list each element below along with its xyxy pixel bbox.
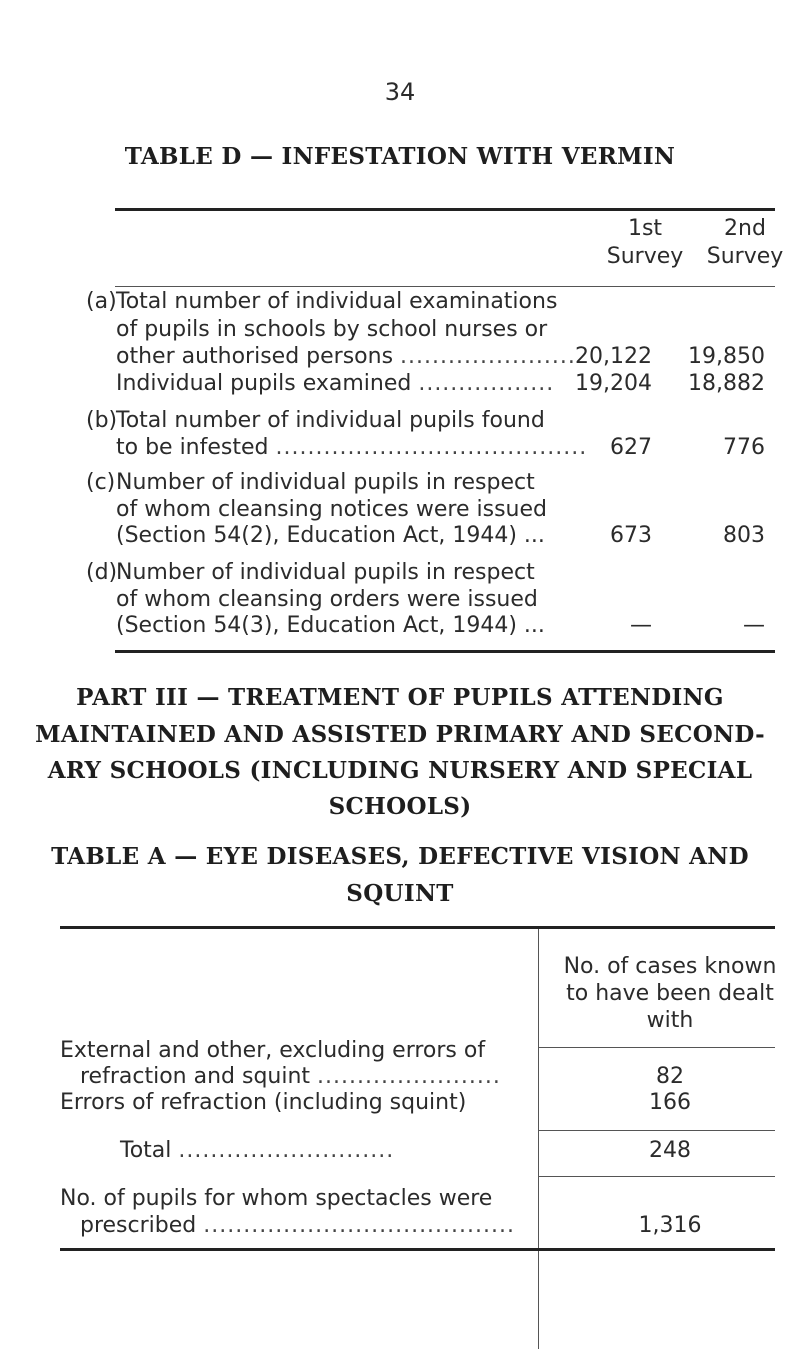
table-a-col-header-line1: No. of cases known [563, 954, 777, 979]
row-c-line3: (Section 54(2), Education Act, 1944) ... [116, 523, 545, 548]
table-d-col2-header: 2nd [724, 216, 766, 241]
row-a-value-1st: 20,122 [575, 344, 652, 369]
row-a-marker: (a) [86, 289, 117, 314]
eye-total-label: Total ........................... [120, 1138, 395, 1163]
table-d-col1-header: 1st [627, 216, 663, 241]
row-a-line1: Total number of individual examinations [116, 289, 558, 314]
row-a2-value-2nd: 18,882 [688, 371, 765, 396]
row-d-line1: Number of individual pupils in respect [116, 560, 535, 585]
row-d-marker: (d) [86, 560, 118, 585]
spectacles-label-line2: prescribed ....................................... [80, 1213, 515, 1238]
table-a-column-divider [538, 929, 539, 1349]
row-a-line3: other authorised persons ...................... [116, 344, 576, 369]
row-b-line2: to be infested ....................................... [116, 435, 588, 460]
table-d-header-rule [115, 286, 775, 287]
row-a2-line1: Individual pupils examined ................. [116, 371, 555, 396]
table-d-col2-header-sub: Survey [706, 244, 784, 269]
table-a-header-rule [539, 1047, 775, 1048]
part3-heading-line4: SCHOOLS) [328, 793, 472, 820]
table-d-title: TABLE D — INFESTATION WITH VERMIN [124, 143, 676, 170]
eye-row-refraction-label: Errors of refraction (including squint) [60, 1090, 467, 1115]
table-a-col-header-line2: to have been dealt [566, 981, 774, 1006]
row-b-value-2nd: 776 [723, 435, 765, 460]
eye-total-value: 248 [649, 1138, 691, 1163]
row-a-value-2nd: 19,850 [688, 344, 765, 369]
spectacles-label-line1: No. of pupils for whom spectacles were [60, 1186, 493, 1211]
row-d-value-1st: — [630, 613, 652, 638]
table-d-top-rule [115, 208, 775, 211]
eye-row-external-line2: refraction and squint ....................... [80, 1064, 501, 1089]
row-d-line2: of whom cleansing orders were issued [116, 587, 538, 612]
part3-heading-line1: PART III — TREATMENT OF PUPILS ATTENDING [76, 684, 724, 711]
table-a-total-rule-bottom [539, 1176, 775, 1177]
eye-row-external-value: 82 [656, 1064, 684, 1089]
table-a-col-header-line3: with [646, 1008, 694, 1033]
row-b-marker: (b) [86, 408, 118, 433]
row-b-value-1st: 627 [610, 435, 652, 460]
eye-row-external-line1: External and other, excluding errors of [60, 1038, 486, 1063]
part3-heading-line2: MAINTAINED AND ASSISTED PRIMARY AND SECOND- [35, 721, 765, 748]
row-d-line3: (Section 54(3), Education Act, 1944) ... [116, 613, 545, 638]
table-a-total-rule-top [539, 1130, 775, 1131]
row-c-value-1st: 673 [610, 523, 652, 548]
page-number: 34 [384, 78, 416, 106]
table-d-col1-header-sub: Survey [606, 244, 684, 269]
table-a-title-line2: SQUINT [346, 880, 454, 907]
row-c-value-2nd: 803 [723, 523, 765, 548]
spectacles-value: 1,316 [638, 1213, 702, 1238]
table-a-top-rule [60, 926, 775, 929]
eye-row-refraction-value: 166 [649, 1090, 691, 1115]
row-b-line1: Total number of individual pupils found [116, 408, 545, 433]
row-c-line2: of whom cleansing notices were issued [116, 497, 547, 522]
row-d-value-2nd: — [743, 613, 765, 638]
row-a2-value-1st: 19,204 [575, 371, 652, 396]
row-c-marker: (c) [86, 470, 116, 495]
part3-heading-line3: ARY SCHOOLS (INCLUDING NURSERY AND SPECIAL [47, 757, 753, 784]
table-a-bottom-rule [60, 1248, 775, 1251]
row-c-line1: Number of individual pupils in respect [116, 470, 535, 495]
row-a-line2: of pupils in schools by school nurses or [116, 317, 548, 342]
table-a-title-line1: TABLE A — EYE DISEASES, DEFECTIVE VISION AND [51, 843, 749, 870]
table-d-bottom-rule [115, 650, 775, 653]
